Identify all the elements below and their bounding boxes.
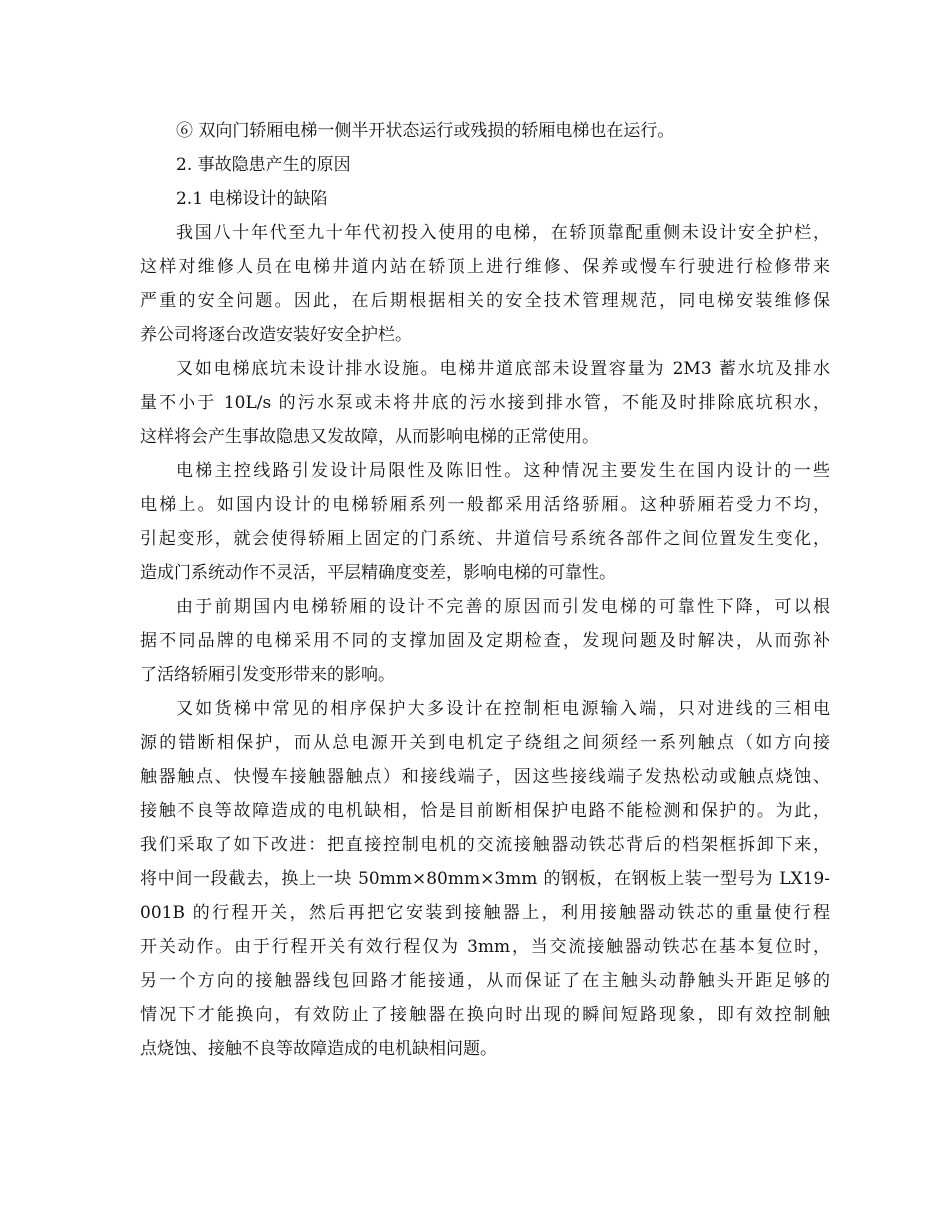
text-line: 我们采取了如下改进：把直接控制电机的交流接触器动铁芯背后的档架框拆卸下来， — [140, 835, 830, 855]
text-line: 电梯上。如国内设计的电梯轿厢系列一般都采用活络骄厢。这种骄厢若受力不均， — [140, 495, 830, 515]
text-line: 接触不良等故障造成的电机缺相，恰是目前断相保护电路不能检测和保护的。为此， — [140, 801, 830, 821]
text-line: 将中间一段截去，换上一块 50mm×80mm×3mm 的钢板，在钢板上装一型号为 LX19- — [140, 869, 830, 889]
text-line: 001B 的行程开关，然后再把它安装到接触器上，利用接触器动铁芯的重量使行程 — [140, 903, 830, 923]
document-body — [140, 114, 830, 1066]
text-line: 由于前期国内电梯轿厢的设计不完善的原因而引发电梯的可靠性下降，可以根 — [176, 597, 830, 617]
text-line: 这样将会产生事故隐患又发故障，从而影响电梯的正常使用。 — [140, 427, 599, 447]
text-line: 这样对维修人员在电梯井道内站在轿顶上进行维修、保养或慢车行驶进行检修带来 — [140, 257, 830, 277]
text-line: 触器触点、快慢车接触器触点）和接线端子，因这些接线端子发热松动或触点烧蚀、 — [140, 767, 830, 787]
text-line: 了活络轿厢引发变形带来的影响。 — [140, 665, 395, 685]
text-line: 又如货梯中常见的相序保护大多设计在控制柜电源输入端，只对进线的三相电 — [176, 699, 830, 719]
text-line: 养公司将逐台改造安装好安全护栏。 — [140, 325, 412, 345]
text-line: 源的错断相保护，而从总电源开关到电机定子绕组之间须经一系列触点（如方向接 — [140, 733, 830, 753]
text-line: 又如电梯底坑未设计排水设施。电梯井道底部未设置容量为 2M3 蓄水坑及排水 — [176, 359, 830, 379]
text-line: 引起变形，就会使得轿厢上固定的门系统、井道信号系统各部件之间位置发生变化， — [140, 529, 830, 549]
text-line: 另一个方向的接触器线包回路才能接通，从而保证了在主触头动静触头开距足够的 — [140, 971, 830, 991]
text-line: 严重的安全问题。因此，在后期根据相关的安全技术管理规范，同电梯安装维修保 — [140, 291, 830, 311]
text-line: 开关动作。由于行程开关有效行程仅为 3mm，当交流接触器动铁芯在基本复位时， — [140, 937, 830, 957]
text-line: 2. 事故隐患产生的原因 — [176, 155, 351, 175]
text-line: 情况下才能换向，有效防止了接触器在换向时出现的瞬间短路现象，即有效控制触 — [140, 1005, 830, 1025]
text-line: 2.1 电梯设计的缺陷 — [176, 189, 328, 209]
text-line: 造成门系统动作不灵活，平层精确度变差，影响电梯的可靠性。 — [140, 563, 616, 583]
text-line: 点烧蚀、接触不良等故障造成的电机缺相问题。 — [140, 1039, 497, 1059]
text-line: 据不同品牌的电梯采用不同的支撑加固及定期检查，发现问题及时解决，从而弥补 — [140, 631, 830, 651]
text-line: 量不小于 10L/s 的污水泵或未将井底的污水接到排水管，不能及时排除底坑积水， — [140, 393, 830, 413]
text-line: 电梯主控线路引发设计局限性及陈旧性。这种情况主要发生在国内设计的一些 — [176, 461, 830, 481]
text-line: ⑥ 双向门轿厢电梯一侧半开状态运行或残损的轿厢电梯也在运行。 — [176, 121, 675, 141]
text-line: 我国八十年代至九十年代初投入使用的电梯，在轿顶靠配重侧未设计安全护栏， — [176, 223, 830, 243]
